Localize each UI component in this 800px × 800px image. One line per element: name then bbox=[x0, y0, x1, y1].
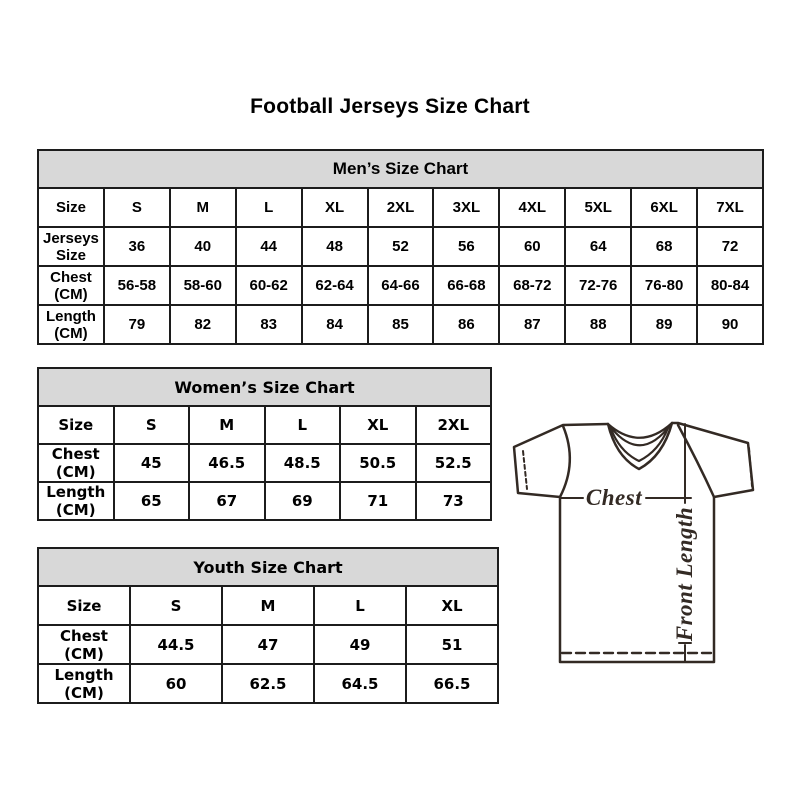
table-cell: S bbox=[114, 406, 190, 444]
table-cell: 79 bbox=[104, 305, 170, 344]
table-cell: M bbox=[189, 406, 265, 444]
table-cell: 64 bbox=[565, 227, 631, 266]
table-cell: 51 bbox=[406, 625, 498, 664]
table-cell: 45 bbox=[114, 444, 190, 482]
table-cell: 64.5 bbox=[314, 664, 406, 703]
table-cell: 58-60 bbox=[170, 266, 236, 305]
jersey-measurement-diagram bbox=[500, 400, 800, 690]
table-cell: 90 bbox=[697, 305, 763, 344]
table-cell: 4XL bbox=[499, 188, 565, 227]
table-cell: 73 bbox=[416, 482, 492, 520]
table-cell: 83 bbox=[236, 305, 302, 344]
mens-size-table bbox=[37, 149, 764, 345]
table-cell: 60 bbox=[499, 227, 565, 266]
table-cell: 67 bbox=[189, 482, 265, 520]
table-cell: 66.5 bbox=[406, 664, 498, 703]
table-cell: 47 bbox=[222, 625, 314, 664]
table-cell: 2XL bbox=[416, 406, 492, 444]
table-cell: 62.5 bbox=[222, 664, 314, 703]
table-cell: 7XL bbox=[697, 188, 763, 227]
table-cell: 52 bbox=[368, 227, 434, 266]
table-cell: 72-76 bbox=[565, 266, 631, 305]
table-cell: 52.5 bbox=[416, 444, 492, 482]
table-cell: XL bbox=[302, 188, 368, 227]
table-cell: M bbox=[222, 586, 314, 625]
row-label: Jerseys Size bbox=[38, 227, 104, 266]
table-cell: 56-58 bbox=[104, 266, 170, 305]
table-cell: 85 bbox=[368, 305, 434, 344]
row-label: Chest (CM) bbox=[38, 625, 130, 664]
left-cuff-dashed-line bbox=[523, 451, 527, 489]
table-cell: 3XL bbox=[433, 188, 499, 227]
table-cell: L bbox=[236, 188, 302, 227]
table-cell: 60 bbox=[130, 664, 222, 703]
row-label: Length (CM) bbox=[38, 482, 114, 520]
youth-size-table bbox=[37, 547, 499, 704]
table-cell: 40 bbox=[170, 227, 236, 266]
table-cell: 48 bbox=[302, 227, 368, 266]
front-length-label: Front Length bbox=[672, 506, 697, 642]
table-cell: 68-72 bbox=[499, 266, 565, 305]
table-cell: 80-84 bbox=[697, 266, 763, 305]
table-cell: 50.5 bbox=[340, 444, 416, 482]
table-cell: L bbox=[314, 586, 406, 625]
table-cell: 36 bbox=[104, 227, 170, 266]
table-cell: 87 bbox=[499, 305, 565, 344]
table-cell: 86 bbox=[433, 305, 499, 344]
table-title: Youth Size Chart bbox=[38, 548, 498, 586]
row-label: Length (CM) bbox=[38, 305, 104, 344]
table-cell: 44.5 bbox=[130, 625, 222, 664]
table-cell: 88 bbox=[565, 305, 631, 344]
table-cell: 76-80 bbox=[631, 266, 697, 305]
chest-label: Chest bbox=[585, 485, 643, 510]
table-cell: 2XL bbox=[368, 188, 434, 227]
table-cell: XL bbox=[406, 586, 498, 625]
left-armhole-seam bbox=[560, 426, 570, 497]
row-label: Chest (CM) bbox=[38, 444, 114, 482]
row-label: Length (CM) bbox=[38, 664, 130, 703]
table-cell: 44 bbox=[236, 227, 302, 266]
table-title: Women’s Size Chart bbox=[38, 368, 491, 406]
table-cell: 66-68 bbox=[433, 266, 499, 305]
row-label: Size bbox=[38, 406, 114, 444]
table-cell: 65 bbox=[114, 482, 190, 520]
right-armhole-seam bbox=[678, 425, 714, 497]
table-cell: 72 bbox=[697, 227, 763, 266]
table-cell: 69 bbox=[265, 482, 341, 520]
table-cell: 5XL bbox=[565, 188, 631, 227]
row-label: Size bbox=[38, 586, 130, 625]
table-cell: 64-66 bbox=[368, 266, 434, 305]
table-cell: 56 bbox=[433, 227, 499, 266]
table-cell: M bbox=[170, 188, 236, 227]
table-cell: 48.5 bbox=[265, 444, 341, 482]
table-cell: 60-62 bbox=[236, 266, 302, 305]
table-cell: S bbox=[130, 586, 222, 625]
table-cell: L bbox=[265, 406, 341, 444]
table-cell: 62-64 bbox=[302, 266, 368, 305]
table-title: Men’s Size Chart bbox=[38, 150, 763, 188]
table-cell: 82 bbox=[170, 305, 236, 344]
table-cell: 46.5 bbox=[189, 444, 265, 482]
row-label: Size bbox=[38, 188, 104, 227]
table-cell: 89 bbox=[631, 305, 697, 344]
page-title: Football Jerseys Size Chart bbox=[250, 95, 530, 118]
table-cell: XL bbox=[340, 406, 416, 444]
table-cell: 71 bbox=[340, 482, 416, 520]
table-cell: S bbox=[104, 188, 170, 227]
table-cell: 68 bbox=[631, 227, 697, 266]
table-cell: 49 bbox=[314, 625, 406, 664]
womens-size-table bbox=[37, 367, 492, 521]
table-cell: 6XL bbox=[631, 188, 697, 227]
table-cell: 84 bbox=[302, 305, 368, 344]
row-label: Chest (CM) bbox=[38, 266, 104, 305]
